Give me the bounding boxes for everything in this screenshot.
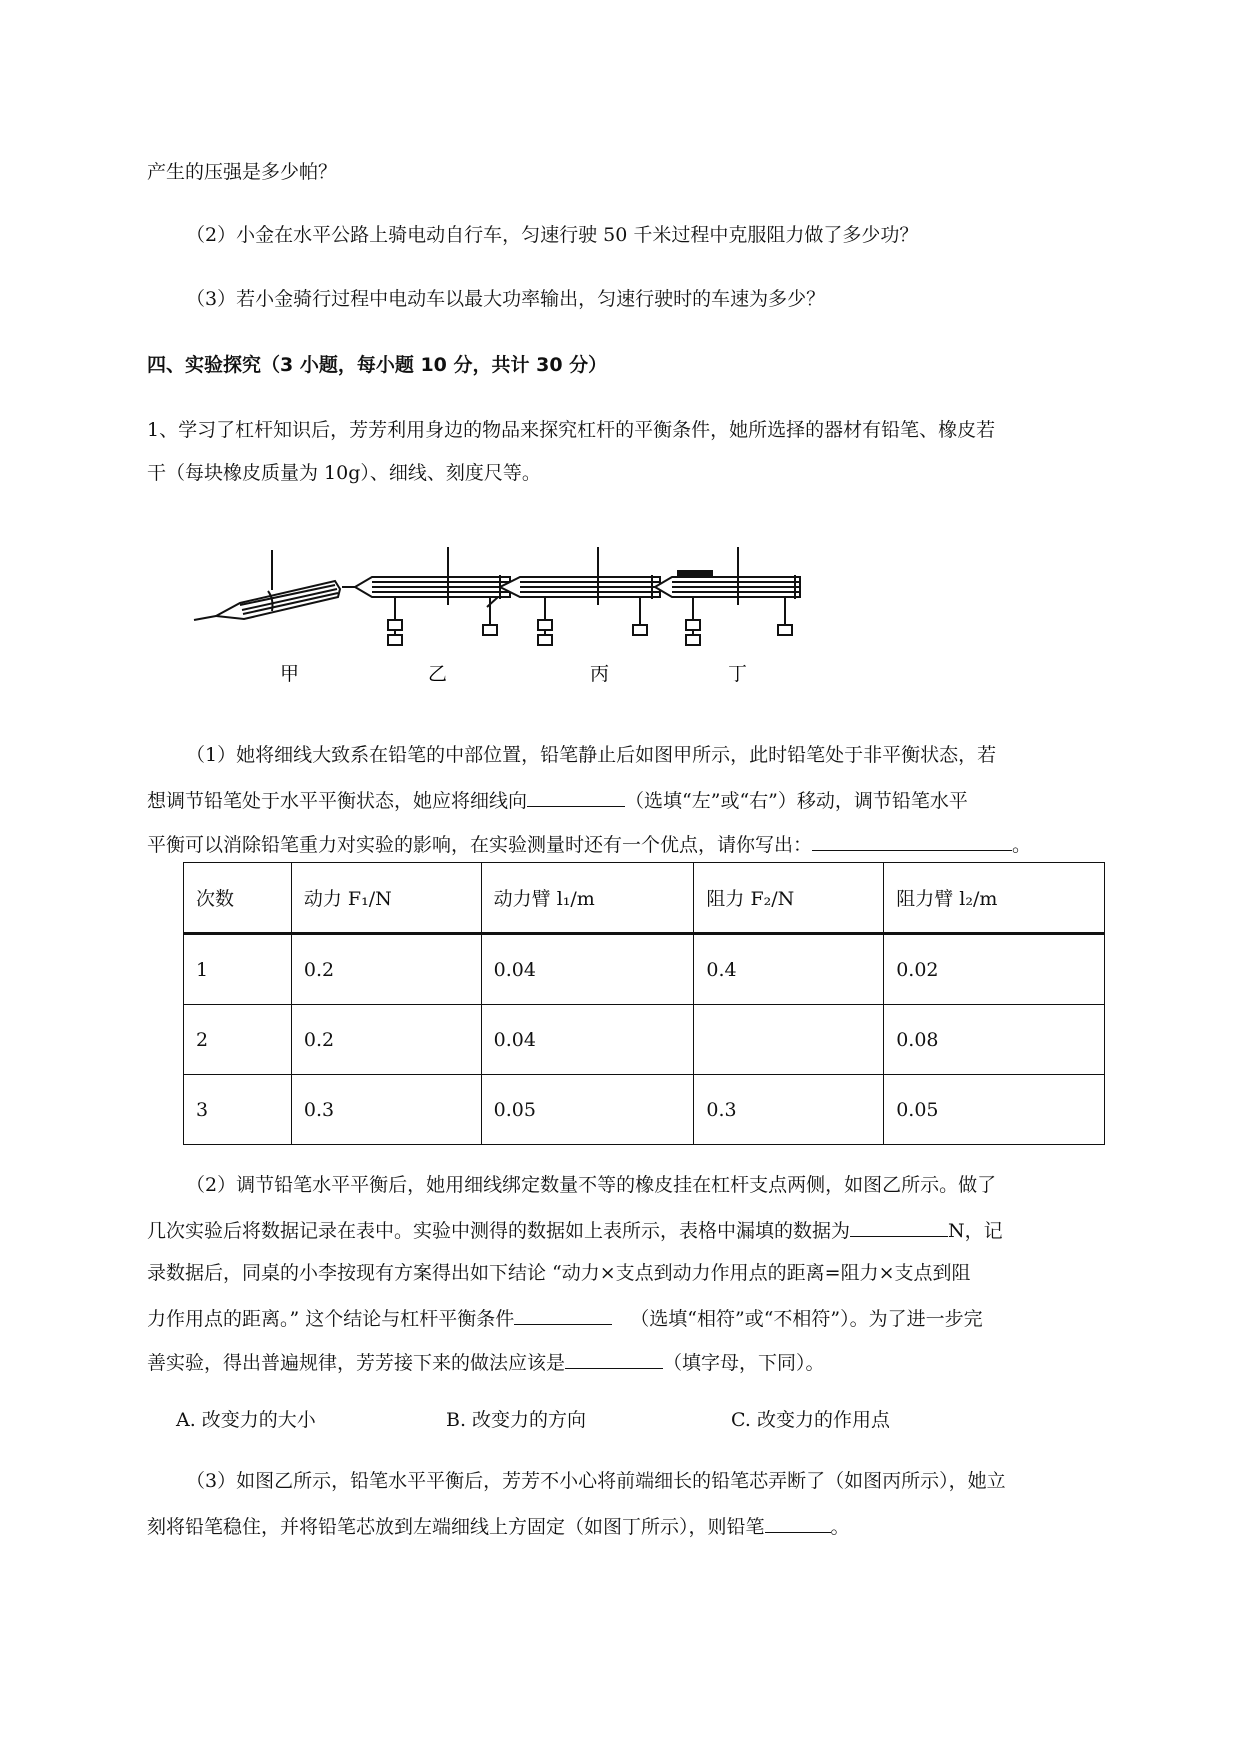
answer-blank-next-step[interactable] [565,1348,663,1369]
table-header: 阻力 F₂/N [694,863,884,934]
table-row [184,1005,1105,1075]
figure-ding [655,547,800,645]
table-header: 动力 F₁/N [291,863,481,934]
part2-line-1: （2）调节铅笔水平平衡后，她用细线绑定数量不等的橡皮挂在杠杆支点两侧，如图乙所示。做了 [186,1174,997,1196]
part1-line-2-pre: 想调节铅笔处于水平平衡状态，她应将细线向 [147,790,528,812]
q1-intro-line-1: 1、学习了杠杆知识后，芳芳利用身边的物品来探究杠杆的平衡条件，她所选择的器材有铅笔、橡皮若 [147,419,996,441]
figure-label-yi: 乙 [428,663,448,685]
figure-jia [194,550,340,620]
part3-line-1: （3）如图乙所示，铅笔水平平衡后，芳芳不小心将前端细长的铅笔芯弄断了（如图丙所示），她立 [186,1470,1006,1492]
answer-options [176,1405,1076,1431]
table-cell: 0.2 [291,1005,481,1075]
figure-label-jia: 甲 [280,663,300,685]
answer-blank-pencil-state[interactable] [765,1512,831,1533]
option-a[interactable]: A. 改变力的大小 [176,1409,316,1431]
table-cell: 0.2 [291,934,481,1005]
part2-line-4-pre: 力作用点的距离。” 这个结论与杠杆平衡条件 [147,1308,515,1330]
table-cell: 0.02 [884,934,1105,1005]
question-part-2: （2）小金在水平公路上骑电动自行车，匀速行驶 50 千米过程中克服阻力做了多少功？ [186,224,919,246]
table-header: 次数 [184,863,292,934]
table-cell: 0.04 [481,934,694,1005]
q1-intro-line-2: 干（每块橡皮质量为 10g）、细线、刻度尺等。 [147,462,541,484]
figure-yi [342,547,510,645]
part2-line-5 [147,1348,825,1376]
part2-line-4-post: （选填“相符”或“不相符”）。为了进一步完 [630,1308,983,1330]
part2-line-5-pre: 善实验，得出普遍规律，芳芳接下来的做法应该是 [147,1352,566,1374]
table-cell: 3 [184,1075,292,1145]
part2-line-2-post: N，记 [948,1220,1003,1242]
table-cell: 0.4 [694,934,884,1005]
table-header-row [184,863,1105,934]
answer-blank-missing-force[interactable] [850,1216,948,1237]
part3-line-2-pre: 刻将铅笔稳住，并将铅笔芯放到左端细线上方固定（如图丁所示），则铅笔 [147,1516,765,1538]
table-cell: 2 [184,1005,292,1075]
part2-line-2-pre: 几次实验后将数据记录在表中。实验中测得的数据如上表所示，表格中漏填的数据为 [147,1220,851,1242]
part1-line-3-pre: 平衡可以消除铅笔重力对实验的影响，在实验测量时还有一个优点，请你写出： [147,834,813,856]
answer-blank-consistency[interactable] [514,1304,612,1325]
table-cell: 1 [184,934,292,1005]
table-header: 动力臂 l₁/m [481,863,694,934]
part1-line-2 [147,786,968,814]
figure-label-bing: 丙 [590,663,610,685]
part2-line-5-post: （填字母，下同）。 [663,1352,825,1374]
data-table [183,862,1105,1145]
part3-line-2 [147,1512,850,1540]
part1-line-3 [147,830,1031,858]
line-pressure-question-end: 产生的压强是多少帕？ [147,161,338,183]
table-cell: 0.08 [884,1005,1105,1075]
part1-line-1: （1）她将细线大致系在铅笔的中部位置，铅笔静止后如图甲所示，此时铅笔处于非平衡状态，若 [186,744,997,766]
answer-blank-direction[interactable] [527,786,625,807]
pencil-lever-figure [190,545,850,695]
part2-line-2 [147,1216,1003,1244]
table-cell: 0.05 [884,1075,1105,1145]
table-cell-missing[interactable] [694,1005,884,1075]
part3-line-2-post: 。 [830,1516,850,1538]
table-cell: 0.05 [481,1075,694,1145]
table-header: 阻力臂 l₂/m [884,863,1105,934]
table-row [184,1075,1105,1145]
figure-label-ding: 丁 [728,663,748,685]
part2-line-3: 录数据后，同桌的小李按现有方案得出如下结论 “动力×支点到动力作用点的距离=阻力×支点到阻 [147,1262,971,1284]
part1-line-3-post: 。 [1012,834,1032,856]
section-heading: 四、实验探究（3 小题，每小题 10 分，共计 30 分） [147,354,608,376]
answer-blank-advantage[interactable] [812,830,1012,851]
option-c[interactable]: C. 改变力的作用点 [731,1409,890,1431]
figure-bing [487,547,660,645]
table-cell: 0.04 [481,1005,694,1075]
part2-line-4 [147,1304,983,1332]
table-cell: 0.3 [694,1075,884,1145]
part1-line-2-post: （选填“左”或“右”）移动，调节铅笔水平 [625,790,968,812]
table-row [184,934,1105,1005]
table-cell: 0.3 [291,1075,481,1145]
option-b[interactable]: B. 改变力的方向 [446,1409,587,1431]
question-part-3: （3）若小金骑行过程中电动车以最大功率输出，匀速行驶时的车速为多少？ [186,288,826,310]
